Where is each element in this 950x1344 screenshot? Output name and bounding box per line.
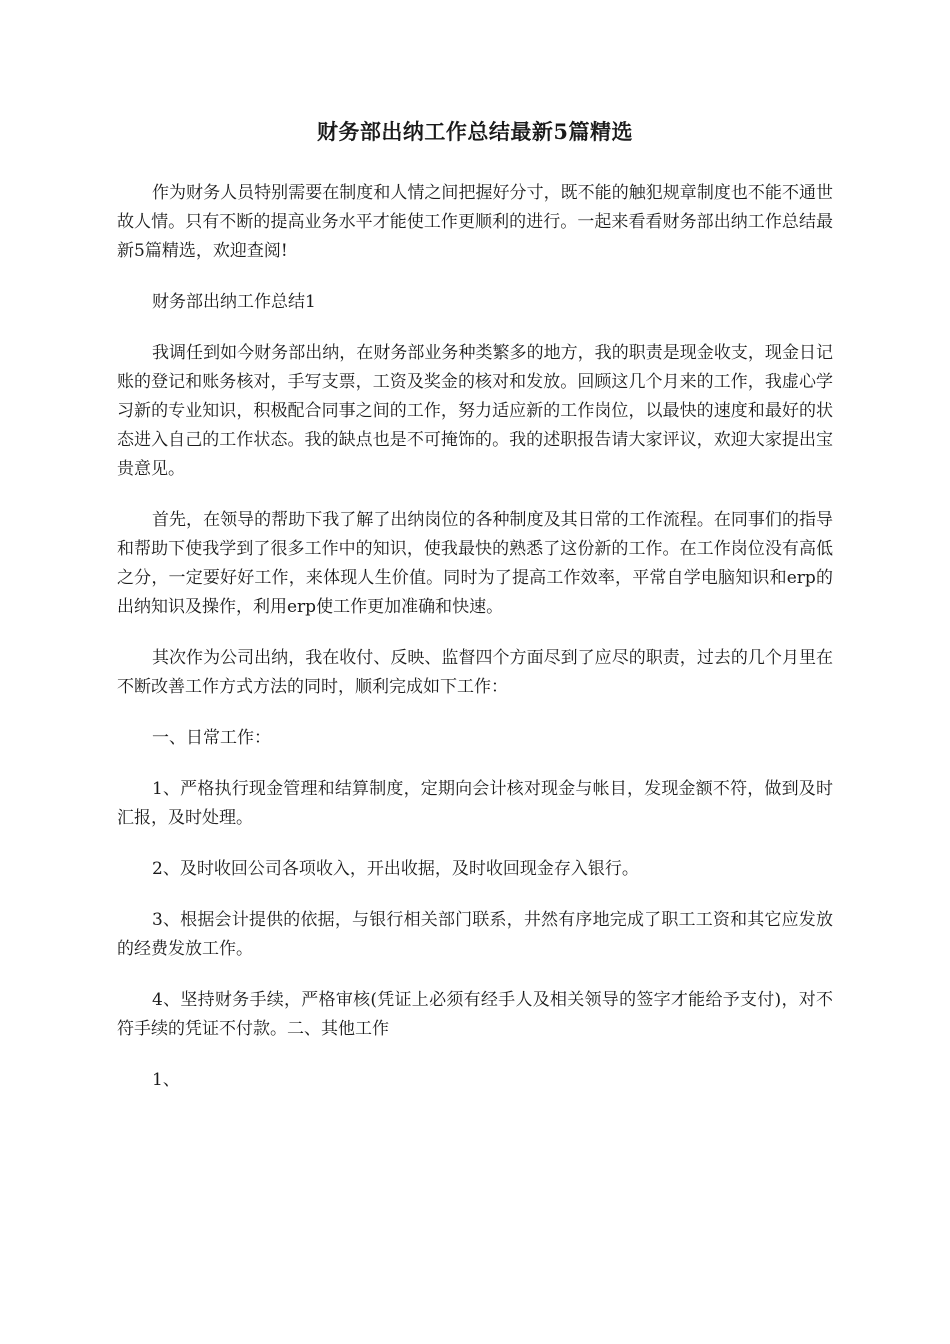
subsection-heading: 一、日常工作： <box>152 728 271 748</box>
list-item: 2、及时收回公司各项收入，开出收据，及时收回现金存入银行。 <box>152 859 639 879</box>
list-item: 1、严格执行现金管理和结算制度，定期向会计核对现金与帐目，发现金额不符，做到及时汇报，及时处理。 <box>117 779 833 828</box>
document-title: 财务部出纳工作总结最新5篇精选 <box>316 119 634 144</box>
list-item: 1、 <box>152 1070 180 1090</box>
body-paragraph: 首先，在领导的帮助下我了解了出纳岗位的各种制度及其日常的工作流程。在同事们的指导和帮助下使我学到了很多工作中的知识，使我最快的熟悉了这份新的工作。在工作岗位没有高低之分，一定要好好工作，来体现人生价值。同时为了提高工作效率，平常自学电脑知识和erp的出纳知识及操作，利用erp使工作更加准确和快速。 <box>117 510 833 617</box>
body-paragraph: 我调任到如今财务部出纳，在财务部业务种类繁多的地方，我的职责是现金收支，现金日记账的登记和账务核对，手写支票，工资及奖金的核对和发放。回顾这几个月来的工作，我虚心学习新的专业知识，积极配合同事之间的工作，努力适应新的工作岗位，以最快的速度和最好的状态进入自己的工作状态。我的缺点也是不可掩饰的。我的述职报告请大家评议，欢迎大家提出宝贵意见。 <box>117 343 833 479</box>
intro-paragraph: 作为财务人员特别需要在制度和人情之间把握好分寸，既不能的触犯规章制度也不能不通世故人情。只有不断的提高业务水平才能使工作更顺利的进行。一起来看看财务部出纳工作总结最新5篇精选，欢迎查阅! <box>117 183 833 261</box>
body-paragraph: 其次作为公司出纳，我在收付、反映、监督四个方面尽到了应尽的职责，过去的几个月里在不断改善工作方式方法的同时，顺利完成如下工作： <box>117 648 833 697</box>
section-heading: 财务部出纳工作总结1 <box>152 292 316 312</box>
list-item: 4、坚持财务手续，严格审核(凭证上必须有经手人及相关领导的签字才能给予支付)，对不符手续的凭证不付款。二、其他工作 <box>117 990 833 1039</box>
list-item: 3、根据会计提供的依据，与银行相关部门联系，井然有序地完成了职工工资和其它应发放的经费发放工作。 <box>117 910 833 959</box>
